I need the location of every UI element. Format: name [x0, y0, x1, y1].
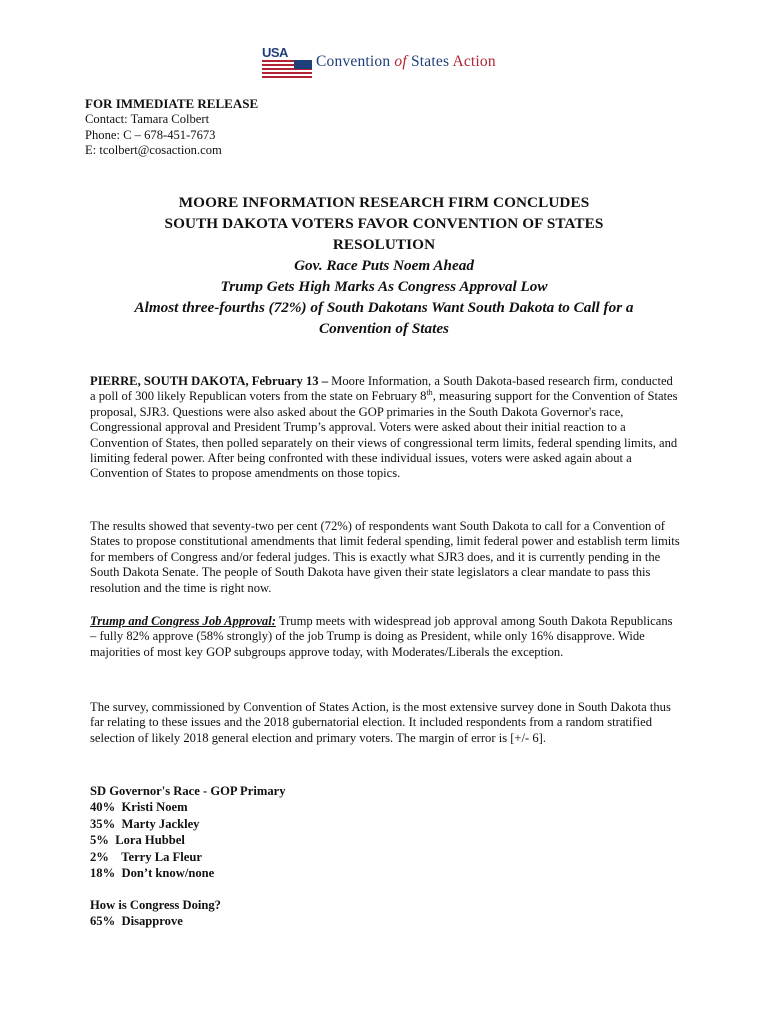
poll-title: How is Congress Doing?	[90, 898, 221, 912]
poll-title: SD Governor's Race - GOP Primary	[90, 784, 286, 798]
logo-word-states: States	[410, 53, 450, 71]
approval-text: Trump meets with widespread job approval among South Dakota Republicans – fully 82% approve (58% strongly) of the job Trump is doing as President, while only 16% disapprove. Wide majorities of most key GOP subgroups approve today, with Moderates/Liberals the exception.	[90, 614, 673, 659]
release-contact-block	[85, 96, 258, 159]
logo-usa-text: USA	[262, 45, 288, 60]
paragraph-results	[90, 519, 680, 596]
intro-text-a: Moore Information, a South Dakota-based research firm, conducted a poll of 300 likely Republican voters from the state on February 8	[90, 374, 673, 404]
paragraph-approval	[90, 614, 680, 660]
approval-runin-heading: Trump and Congress Job Approval:	[90, 614, 276, 628]
subheadline-2: Trump Gets High Marks As Congress Approval Low	[220, 278, 548, 295]
poll-row: 2% Terry La Fleur	[90, 849, 202, 864]
usa-flag-mark	[262, 45, 312, 79]
results-text: The results showed that seventy-two per cent (72%) of respondents want South Dakota to call for a Convention of States to propose constitutional amendments that limit federal spending, limit federal power and establish term limits for members of Congress and/or federal judges. This is exactly what SJR3 does, and it is currently pending in the South Dakota Senate. The people of South Dakota have given their state legislators a clear mandate to pass this resolution and the time is right now.	[90, 519, 680, 595]
poll-row: 65% Disapprove	[90, 914, 183, 929]
intro-text-b: , measuring support for the Convention of States proposal, SJR3. Questions were also asked about the GOP primaries in the South Dakota Governor's race, Congressional approval and President Trump’s approval. Voters were asked about their initial reaction to a Convention of States, then polled separately on their views of congressional term limits, federal spending limits, and limiting federal power. After being confronted with these individual issues, voters were asked again about a Convention of States to propose amendments on those topics.	[90, 389, 678, 481]
poll-row: 5% Lora Hubbel	[90, 833, 185, 848]
contact-name: Contact: Tamara Colbert	[85, 111, 210, 126]
survey-text: The survey, commissioned by Convention of States Action, is the most extensive survey done in South Dakota thus far relating to these issues and the 2018 gubernatorial election. It included respondents from a random stratified selection of likely 2018 general election and primary voters. The margin of error is [+/- 6].	[90, 700, 671, 745]
subheadline-3b: Convention of States	[319, 320, 449, 337]
logo-word-convention: Convention	[316, 53, 391, 71]
logo-word-action: Action	[452, 53, 496, 71]
subheadline-3a: Almost three-fourths (72%) of South Dakotans Want South Dakota to Call for a	[134, 299, 634, 316]
subheadline-1: Gov. Race Puts Noem Ahead	[294, 257, 474, 274]
paragraph-survey	[90, 700, 680, 746]
headline-line-2: SOUTH DAKOTA VOTERS FAVOR CONVENTION OF STATES	[164, 215, 604, 232]
logo-word-of: of	[394, 53, 407, 71]
poll-governor-race	[90, 783, 286, 881]
dateline: PIERRE, SOUTH DAKOTA, February 13 –	[90, 374, 329, 388]
contact-email: E: tcolbert@cosaction.com	[85, 143, 222, 158]
headline-line-3: RESOLUTION	[332, 236, 436, 253]
contact-phone: Phone: C – 678-451-7673	[85, 127, 216, 142]
poll-row: 18% Don’t know/none	[90, 866, 215, 881]
paragraph-intro	[90, 374, 680, 482]
poll-row: 35% Marty Jackley	[90, 816, 200, 831]
release-label: FOR IMMEDIATE RELEASE	[85, 96, 259, 111]
headline-block	[85, 192, 683, 339]
headline-line-1: MOORE INFORMATION RESEARCH FIRM CONCLUDES	[178, 194, 590, 211]
cos-action-logo	[262, 44, 496, 80]
poll-row: 40% Kristi Noem	[90, 800, 188, 815]
intro-superscript: th	[426, 388, 433, 398]
logo-wordmark	[316, 54, 496, 69]
flag-stripes-icon	[262, 60, 312, 78]
poll-congress	[90, 897, 221, 930]
